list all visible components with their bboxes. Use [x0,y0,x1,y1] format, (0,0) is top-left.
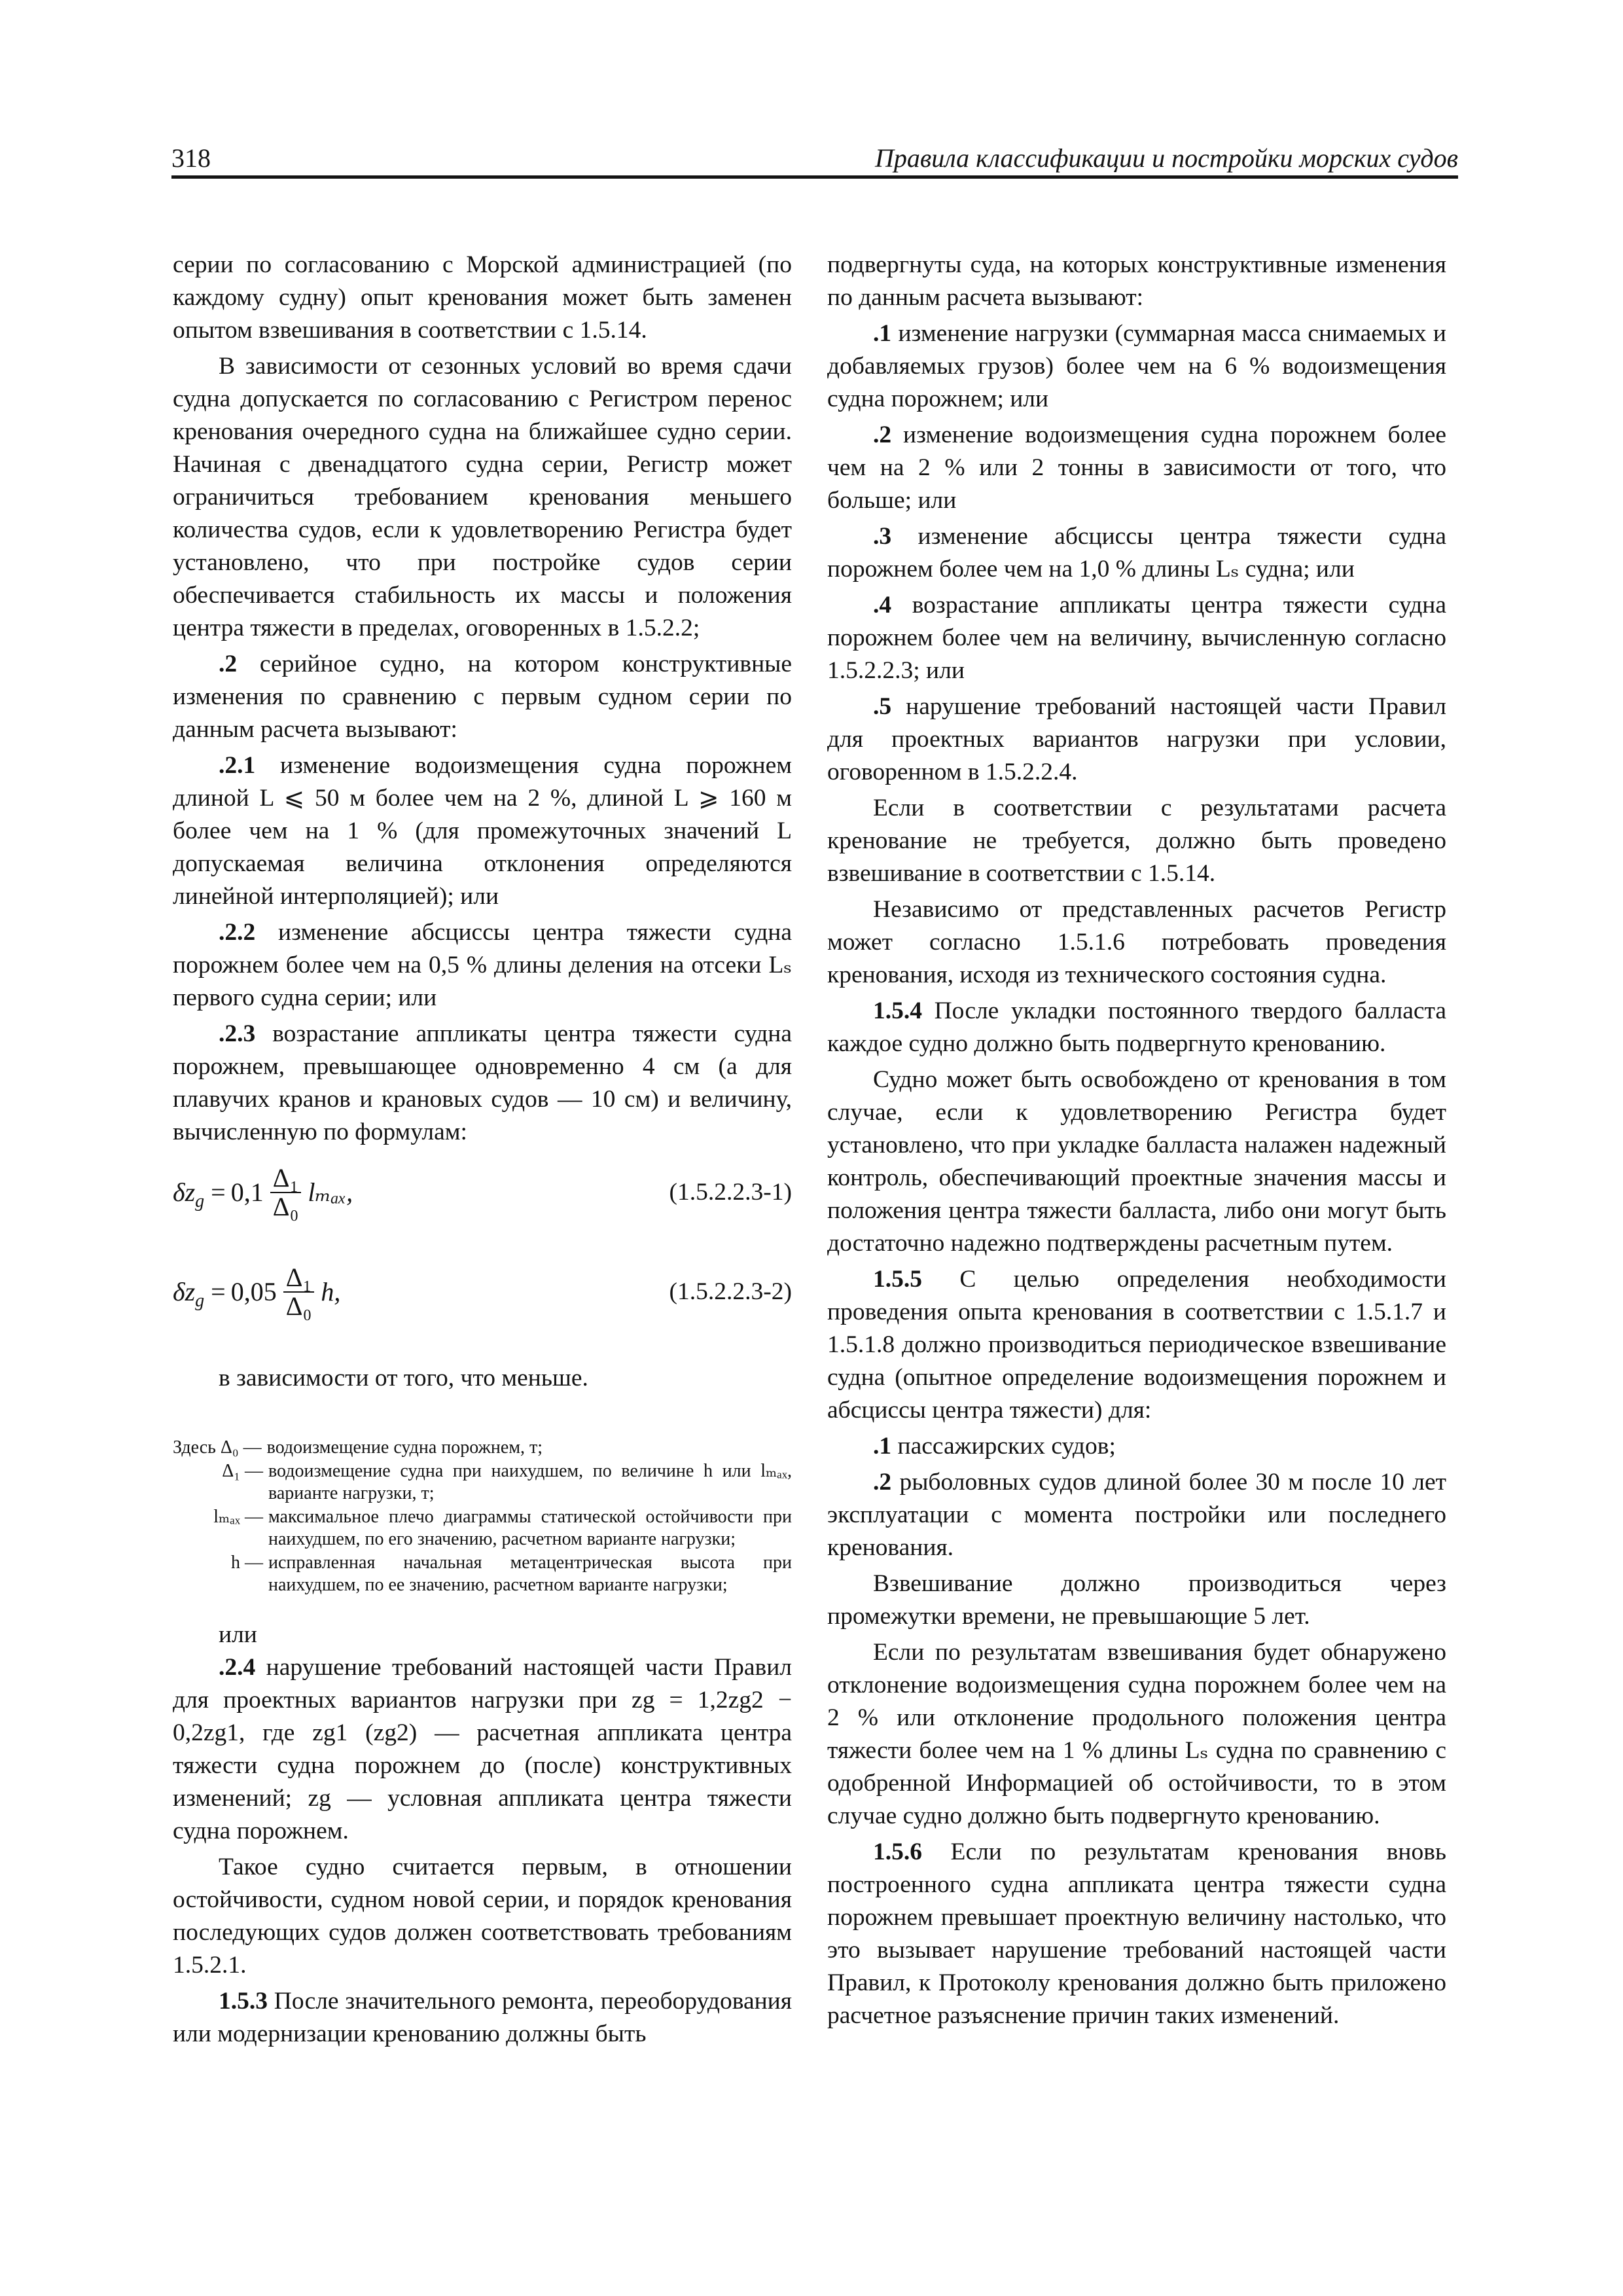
note-description: водоизмещение судна при наихудшем, по величине h или lₘₐₓ, варианте нагрузки, т; [268,1461,792,1503]
formula-expression [173,1264,340,1320]
item-text: изменение абсциссы центра тяжести судна порожнем более чем на 0,5 % длины деления на отсеки Lₛ первого судна серии; или [173,919,792,1011]
paragraph [827,995,1446,1060]
formula-coefficient: 0,1 [230,1177,264,1207]
item-text: рыболовных судов длиной более 30 м после 10 лет эксплуатации с момента постройки или последнего кренования. [827,1469,1446,1561]
item-text: После значительного ремонта, переоборудования или модернизации кренованию должны быть [173,1988,792,2047]
page-header [171,143,1458,177]
section-number: 1.5.4 [873,997,922,1024]
item-text: пассажирских судов; [891,1433,1116,1460]
section-number: 1.5.3 [219,1988,268,2015]
note-term: Здесь Δ₀ — [173,1437,262,1458]
paragraph: Если по результатам взвешивания будет обнаружено отклонение водоизмещения судна порожнем более чем на 2 % или отклонение продольного положения центра тяжести более чем на 1 % длины Lₛ судна по сравнению с одобренной Информацией об остойчивости, то в этом случае судно должно быть подвергнуто кренованию. [827,1639,1446,1829]
paragraph: подвергнуты суда, на которых конструктивные изменения по данным расчета вызывают: [827,251,1446,311]
item-text: С целью определения необходимости проведения опыта кренования в соответствии с 1.5.1.7 и 1.5.1.8 должно производиться периодическое взвешивание судна (опытное определение водоизмещения порожнем и абсциссы центра тяжести) для: [827,1266,1446,1424]
note-description: исправленная начальная метацентрическая высота при наихудшем, по ее значению, расчетном варианте нагрузки; [268,1552,792,1595]
item-number: .2 [219,651,238,677]
paragraph [827,589,1446,687]
fraction-denominator: Δ₀ [272,1192,299,1221]
item-number: .1 [873,320,892,347]
section-number: 1.5.5 [873,1266,922,1293]
paragraph: Взвешивание должно производиться через промежутки времени, не превышающие 5 лет. [827,1570,1446,1630]
formula-1 [173,1157,792,1229]
item-number: .2 [873,1469,892,1496]
paragraph [173,1985,792,2051]
paragraph: серии по согласованию с Морской администрацией (по каждому судну) опыт кренования может быть заменен опытом взвешивания в соответствии с 1.5.14. [173,251,792,344]
formula-number: (1.5.2.2.3-2) [669,1278,792,1305]
item-text: изменение водоизмещения судна порожнем длиной L ⩽ 50 м более чем на 2 %, длиной L ⩾ 160 м более чем на 1 % (для промежуточных значений L допускаемая величина отклонения определяются линейной интерполяцией); или [173,752,792,910]
paragraph [173,1651,792,1848]
formula-2 [173,1256,792,1328]
item-number: .2.1 [219,752,256,779]
paragraph [173,1018,792,1149]
paragraph [827,691,1446,789]
formula-symbol: δz [173,1177,196,1207]
right-column [827,249,1446,2036]
item-text: возрастание аппликаты центра тяжести судна порожнем, превышающее одновременно 4 см (а для плавучих кранов и крановых судов — 10 см) и величину, вычисленную по формулам: [173,1020,792,1145]
fraction-numerator: Δ₁ [283,1264,315,1293]
paragraph [173,916,792,1014]
item-number: .2 [873,422,892,448]
paragraph [827,419,1446,517]
item-number: .2.4 [219,1654,256,1681]
note-description: максимальное плечо диаграммы статической остойчивости при наихудшем, по его значению, расчетном варианте нагрузки; [268,1507,792,1549]
conjunction-or: или [219,1621,257,1648]
paragraph: Такое судно считается первым, в отношении остойчивости, судном новой серии, и порядок кренования последующих судов должен соответствовать требованиям 1.5.2.1. [173,1854,792,1979]
item-text: серийное судно, на котором конструктивные изменения по сравнению с первым судном серии по данным расчета вызывают: [173,651,792,743]
paragraph: Независимо от представленных расчетов Регистр может согласно 1.5.1.6 потребовать проведения кренования, исходя из технического состояния судна. [827,896,1446,988]
formula-coefficient: 0,05 [230,1277,277,1306]
item-text: изменение водоизмещения судна порожнем более чем на 2 % или 2 тонны в зависимости от того, что больше; или [827,422,1446,514]
paragraph [827,1466,1446,1564]
note-description: водоизмещение судна порожнем, т; [266,1437,543,1458]
fraction-denominator: Δ₀ [285,1291,312,1321]
running-title: Правила классификации и постройки морских судов [874,143,1458,173]
paragraph [827,520,1446,586]
section-number: 1.5.6 [873,1839,922,1865]
paragraph: Если в соответствии с результатами расчета кренование не требуется, должно быть проведено взвешивание в соответствии с 1.5.14. [827,795,1446,887]
paragraph [173,749,792,913]
formula-lhs: $\delta z_g$ = [173,1177,226,1211]
formula-rhs: lₘₐₓ, [308,1177,353,1207]
formula-expression [173,1164,353,1221]
paragraph [827,1263,1446,1427]
item-text: нарушение требований настоящей части Правил для проектных вариантов нагрузки при zg = 1,2zg2 − 0,2zg1, где zg1 (zg2) — расчетная аппликата центра тяжести судна порожнем до (после) конструктивных изменений; zg — условная аппликата центра тяжести судна порожнем. [173,1654,792,1844]
item-text: Если по результатам кренования вновь построенного судна аппликата центра тяжести судна порожнем превышает проектную величину настолько, что это вызывает нарушение требований настоящей части Правил, к Протоколу кренования должно быть приложено расчетное разъяснение причин таких изменений. [827,1839,1446,2029]
page-number: 318 [171,143,211,173]
formula-lhs: $\delta z_g$ = [173,1277,226,1311]
formula-number: (1.5.2.2.3-1) [669,1179,792,1206]
paragraph: Судно может быть освобождено от кренования в том случае, если к удовлетворению Регистра будет установлено, что при укладке балласта налажен надежный контроль, обеспечивающий проектные значения массы и положения центра тяжести балласта, либо они могут быть достаточно надежно подтверждены расчетным путем. [827,1066,1446,1257]
item-text: возрастание аппликаты центра тяжести судна порожнем более чем на величину, вычисленную согласно 1.5.2.2.3; или [827,592,1446,684]
fraction-numerator: Δ₁ [270,1164,302,1193]
item-text: После укладки постоянного твердого балласта каждое судно должно быть подвергнуто кренованию. [827,997,1446,1057]
formula-symbol: δz [173,1277,196,1306]
item-number: .5 [873,693,892,720]
item-number: .4 [873,592,892,619]
item-text: изменение абсциссы центра тяжести судна порожнем более чем на 1,0 % длины Lₛ судна; или [827,523,1446,583]
paragraph [173,648,792,746]
note-row [173,1552,792,1596]
note-term: Δ₁ — [222,1461,263,1481]
paragraph [827,1836,1446,2032]
paragraph: В зависимости от сезонных условий во время сдачи судна допускается по согласованию с Регистром перенос кренования очередного судна на ближайшее судно серии. Начиная с двенадцатого судна серии, Регистр может ограничиться требованием кренования меньшего количества судов, если к удовлетворению Регистра будет установлено, что при постройке судов серии обеспечивается стабильность их массы и положения центра тяжести в пределах, оговоренных в 1.5.2.2; [173,353,792,641]
item-text: нарушение требований настоящей части Правил для проектных вариантов нагрузки при условии, оговоренном в 1.5.2.2.4. [827,693,1446,785]
note-row [173,1460,792,1505]
note-row [173,1506,792,1551]
formula-fraction [283,1264,315,1320]
note-row [173,1437,792,1459]
header-rule [171,175,1458,179]
item-number: .3 [873,523,892,550]
formula-notes [173,1437,792,1596]
item-text: изменение нагрузки (суммарная масса снимаемых и добавляемых грузов) более чем на 6 % водоизмещения судна порожнем; или [827,320,1446,412]
note-term: lₘₐₓ — [213,1507,263,1527]
formula-fraction [270,1164,302,1221]
note-term: h — [231,1552,263,1573]
item-number: .1 [873,1433,892,1460]
paragraph [827,1430,1446,1463]
left-column [173,249,792,2054]
paragraph [827,317,1446,416]
item-number: .2.2 [219,919,256,946]
item-number: .2.3 [219,1020,256,1047]
formula-rhs: h, [321,1277,341,1306]
formula-condition: в зависимости от того, что меньше. [219,1365,588,1391]
